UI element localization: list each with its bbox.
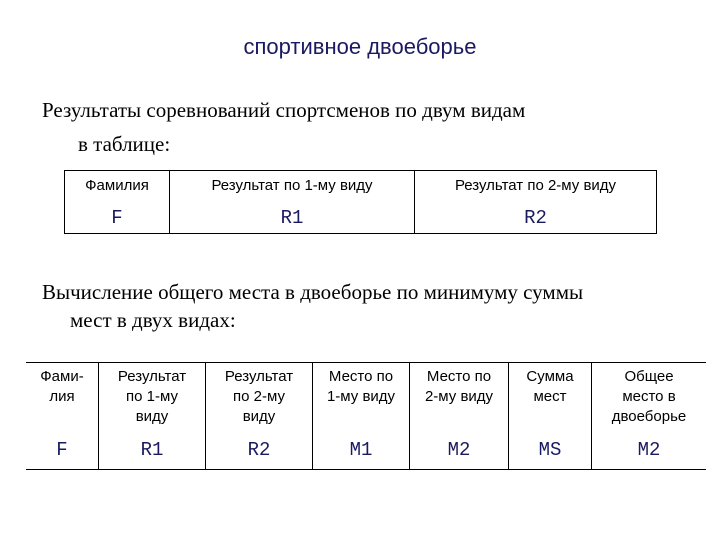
header-line: 2-му виду bbox=[424, 388, 494, 405]
header-line: место в bbox=[622, 388, 676, 405]
header-surname bbox=[26, 363, 99, 432]
paragraph-calc-line1: Вычисление общего места в двоеборье по минимуму суммы bbox=[42, 280, 584, 304]
table-row bbox=[26, 431, 706, 470]
cell-surname: F bbox=[56, 439, 68, 461]
header-line: Место по bbox=[328, 368, 394, 385]
header-line: по 1-му bbox=[126, 388, 178, 405]
placement-table bbox=[26, 362, 706, 470]
cell-result-2: R2 bbox=[206, 431, 313, 470]
cell-result-1: R1 bbox=[99, 431, 206, 470]
paragraph-results-line1: Результаты соревнований спортсменов по двум видам bbox=[42, 98, 526, 122]
cell-result-2: R2 bbox=[415, 207, 657, 234]
header-line: по 2-му bbox=[233, 388, 285, 405]
cell-result-1: R1 bbox=[170, 207, 415, 234]
header-line: двоеборье bbox=[611, 408, 687, 425]
header-place-1 bbox=[313, 363, 410, 432]
table-header-row bbox=[65, 171, 657, 208]
cell-sum: MS bbox=[509, 431, 592, 470]
header-sum bbox=[509, 363, 592, 432]
table-header-row bbox=[26, 363, 706, 432]
header-result-2 bbox=[206, 363, 313, 432]
header-line: Общее bbox=[624, 368, 674, 385]
header-line: виду bbox=[135, 408, 169, 425]
table-row bbox=[65, 207, 657, 234]
header-line: Результат bbox=[117, 368, 187, 385]
slide-title: спортивное двоеборье bbox=[243, 34, 477, 59]
cell-overall-place: M2 bbox=[592, 431, 707, 470]
paragraph-calc-line2: мест в двух видах: bbox=[70, 308, 236, 332]
results-table bbox=[64, 170, 657, 234]
header-line: 1-му виду bbox=[326, 388, 396, 405]
header-line: Фами- bbox=[40, 368, 84, 385]
header-line: Место по bbox=[426, 368, 492, 385]
header-result-2: Результат по 2-му виду bbox=[415, 171, 657, 208]
cell-surname: F bbox=[111, 207, 123, 229]
header-line: Сумма bbox=[526, 368, 574, 385]
header-surname: Фамилия bbox=[85, 177, 149, 194]
header-overall-place bbox=[592, 363, 707, 432]
header-line: лия bbox=[49, 388, 75, 405]
header-result-1 bbox=[99, 363, 206, 432]
header-line: виду bbox=[242, 408, 276, 425]
cell-place-1: M1 bbox=[313, 431, 410, 470]
header-line: Результат bbox=[224, 368, 294, 385]
header-line: мест bbox=[533, 388, 567, 405]
header-place-2 bbox=[410, 363, 509, 432]
cell-place-2: M2 bbox=[410, 431, 509, 470]
header-result-1: Результат по 1-му виду bbox=[170, 171, 415, 208]
paragraph-results-line2: в таблице: bbox=[78, 132, 171, 156]
